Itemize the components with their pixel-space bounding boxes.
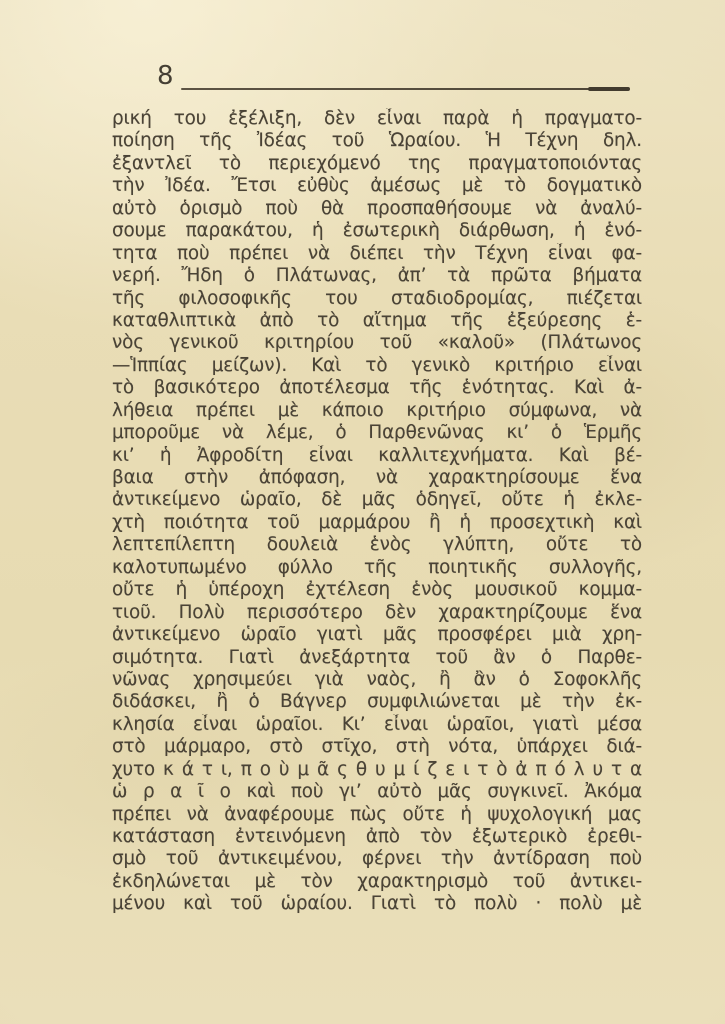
text-line: σιμότητα. Γιατὶ ἀνεξάρτητα τοῦ ἂν ὁ Παρθε-	[112, 646, 642, 668]
header-rule	[181, 88, 628, 90]
text-line: σουμε παρακάτου, ἡ ἐσωτερικὴ διάρθωση, ἡ ἑνό-	[112, 220, 642, 242]
text-line: —Ἱππίας μείζων). Καὶ τὸ γενικὸ κριτήριο εἶναι	[112, 354, 642, 376]
text-line: τιοῦ. Πολὺ περισσότερο δὲν χαρακτηρίζουμε ἕνα	[112, 601, 642, 623]
text-line: χυτο κ ά τ ι, π ο ὺ μ ᾶ ς θ υ μ ί ζ ε ι τ ὸ ἀ π ό λ υ τ α	[112, 758, 642, 780]
text-line: νερή. Ἤδη ὁ Πλάτωνας, ἀπ’ τὰ πρῶτα βήματα	[112, 265, 642, 287]
text-line: ἐκδηλώνεται μὲ τὸν χαρακτηρισμὸ τοῦ ἀντικει-	[112, 870, 642, 892]
text-line: κι’ ἡ Ἀφροδίτη εἶναι καλλιτεχνήματα. Καὶ βέ-	[112, 444, 642, 466]
text-line: ποίηση τῆς Ἰδέας τοῦ Ὡραίου. Ἡ Τέχνη δηλ.	[112, 130, 642, 152]
text-line: λήθεια πρέπει μὲ κάποιο κριτήριο σύμφωνα, νὰ	[112, 399, 642, 421]
text-line: τὸ βασικότερο ἀποτέλεσμα τῆς ἑνότητας. Καὶ ἀ-	[112, 377, 642, 399]
text-line: καταθλιπτικὰ ἀπὸ τὸ αἴτημα τῆς ἐξεύρεσης ἑ-	[112, 309, 642, 331]
text-line: χτὴ ποιότητα τοῦ μαρμάρου ἢ ἡ προσεχτικὴ καὶ	[112, 511, 642, 533]
text-line: καλοτυπωμένο φύλλο τῆς ποιητικῆς συλλογῆς,	[112, 556, 642, 578]
text-line: ρική του ἐξέλιξη, δὲν εἶναι παρὰ ἡ πραγματο-	[112, 108, 642, 129]
text-line: σμὸ τοῦ ἀντικειμένου, φέρνει τὴν ἀντίδραση ποὺ	[112, 848, 642, 870]
text-line: στὸ μάρμαρο, στὸ στῖχο, στὴ νότα, ὑπάρχει διά-	[112, 736, 642, 758]
text-line: βαια στὴν ἀπόφαση, νὰ χαρακτηρίσουμε ἕνα	[112, 467, 642, 488]
body-text	[112, 108, 642, 916]
text-line: πρέπει νὰ ἀναφέρουμε πὼς οὔτε ἡ ψυχολογική μας	[112, 803, 642, 825]
text-line: μένου καὶ τοῦ ὡραίου. Γιατὶ τὸ πολὺ · πολὺ μὲ	[112, 893, 642, 915]
text-line: τὴν Ἰδέα. Ἔτσι εὐθὺς ἀμέσως μὲ τὸ δογματικὸ	[112, 175, 642, 197]
text-line: νῶνας χρησιμεύει γιὰ ναὸς, ἢ ἂν ὁ Σοφοκλῆς	[112, 668, 642, 690]
text-line: μποροῦμε νὰ λέμε, ὁ Παρθενῶνας κι’ ὁ Ἑρμῆς	[112, 422, 642, 444]
text-line: ἀντικείμενο ὡραῖο γιατὶ μᾶς προσφέρει μιὰ χρη-	[112, 624, 642, 646]
text-line: ὡ ρ α ῖ ο καὶ ποὺ γι’ αὐτὸ μᾶς συγκινεῖ. Ἀκόμα	[112, 781, 642, 803]
text-line: ἀντικείμενο ὡραῖο, δὲ μᾶς ὁδηγεῖ, οὔτε ἡ ἐκλε-	[112, 489, 642, 511]
text-line: νὸς γενικοῦ κριτηρίου τοῦ «καλοῦ» (Πλάτωνος	[112, 332, 642, 354]
text-line: κατάσταση ἐντεινόμενη ἀπὸ τὸν ἐξωτερικὸ ἐρεθι-	[112, 826, 642, 847]
text-line: διδάσκει, ἢ ὁ Βάγνερ συμφιλιώνεται μὲ τὴν ἐκ-	[112, 691, 642, 713]
text-line: τητα ποὺ πρέπει νὰ διέπει τὴν Τέχνη εἶναι φα-	[112, 242, 642, 264]
text-line: ἐξαντλεῖ τὸ περιεχόμενό της πραγματοποιόντας	[112, 152, 642, 174]
text-line: οὔτε ἡ ὑπέροχη ἐχτέλεση ἑνὸς μουσικοῦ κομμα-	[112, 579, 642, 601]
text-line: τῆς φιλοσοφικῆς του σταδιοδρομίας, πιέζεται	[112, 287, 642, 309]
text-line: αὐτὸ ὁρισμὸ ποὺ θὰ προσπαθήσουμε νὰ ἀναλύ-	[112, 197, 642, 219]
page-number: 8	[157, 61, 175, 91]
text-line: κλησία εἶναι ὡραῖοι. Κι’ εἶναι ὡραῖοι, γιατὶ μέσα	[112, 713, 642, 735]
text-line: λεπτεπίλεπτη δουλειὰ ἑνὸς γλύπτη, οὔτε τὸ	[112, 534, 642, 556]
